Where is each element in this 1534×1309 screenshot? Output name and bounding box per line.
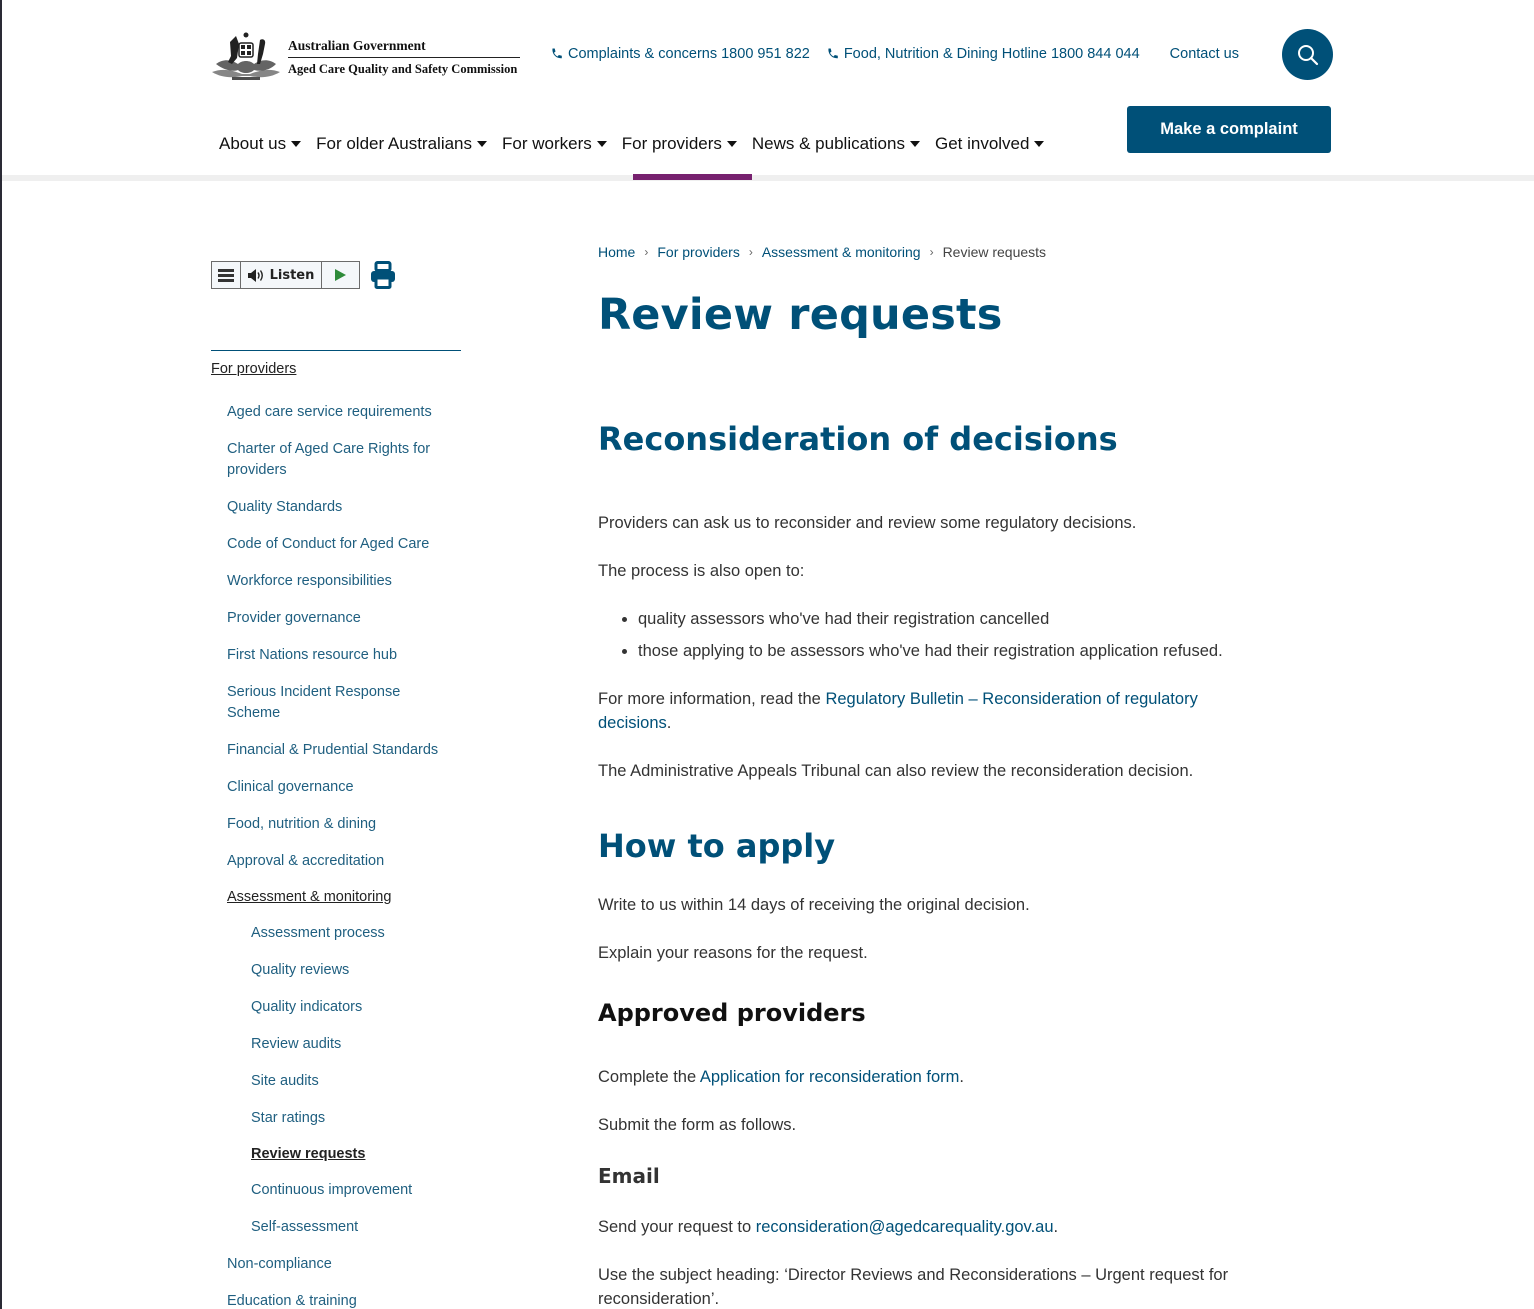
sidebar-item: [211, 1254, 461, 1275]
paragraph-complete-form: [598, 1065, 964, 1089]
phone-icon: [550, 48, 562, 61]
contact-us-link[interactable]: Contact us: [1169, 46, 1239, 62]
heading-approved-providers: Approved providers: [598, 999, 866, 1027]
play-button[interactable]: [322, 262, 359, 288]
sidebar-subitem: [211, 960, 461, 981]
make-complaint-button[interactable]: Make a complaint: [1127, 106, 1331, 153]
listen-label: Listen: [269, 267, 315, 283]
sidebar-subitem: [211, 1108, 461, 1129]
sidebar-subitem: [211, 997, 461, 1018]
sidebar-item: [211, 814, 461, 835]
nav-label: For workers: [502, 134, 592, 153]
paragraph: The Administrative Appeals Tribunal can also review the reconsideration decision.: [598, 762, 1194, 780]
sidebar-item: [211, 608, 461, 629]
main-navigation: [219, 131, 1059, 157]
nav-for-older-australians[interactable]: [316, 131, 487, 157]
sidebar-link-charter-of-rights[interactable]: Charter of Aged Care Rights for providers: [227, 441, 431, 478]
sidebar-link-workforce-responsibilities[interactable]: Workforce responsibilities: [227, 573, 392, 589]
list-item: • quality assessors who've had their registration cancelled: [638, 607, 1278, 631]
sidebar-item: [211, 740, 461, 761]
sidebar-link-assessment-monitoring[interactable]: Assessment & monitoring: [227, 889, 392, 905]
paragraph: Submit the form as follows.: [598, 1116, 797, 1134]
breadcrumb: [598, 244, 1248, 260]
sidebar-link-non-compliance[interactable]: Non-compliance: [227, 1256, 332, 1272]
nav-label: About us: [219, 134, 287, 153]
breadcrumb-assessment-monitoring[interactable]: Assessment & monitoring: [761, 244, 921, 260]
sidebar-link-continuous-improvement[interactable]: Continuous improvement: [251, 1182, 413, 1198]
sidebar-subitem: [211, 1034, 461, 1055]
breadcrumb-current: Review requests: [942, 244, 1047, 260]
listen-button[interactable]: [241, 262, 322, 288]
sidebar-link-star-ratings[interactable]: Star ratings: [251, 1110, 326, 1126]
sidebar-link-clinical-governance[interactable]: Clinical governance: [227, 779, 354, 795]
sidebar-link-quality-reviews[interactable]: Quality reviews: [251, 962, 350, 978]
text: .: [959, 1068, 964, 1086]
hotline-phone-link[interactable]: [826, 46, 1140, 62]
sidebar-link-approval-accreditation[interactable]: Approval & accreditation: [227, 853, 385, 869]
chevron-right-icon: ›: [748, 245, 753, 259]
breadcrumb-home[interactable]: Home: [598, 244, 636, 260]
readspeaker-toolbar: [211, 261, 360, 289]
nav-news-publications[interactable]: [752, 131, 920, 157]
sidebar-item: [211, 851, 461, 872]
sidebar-link-education-training[interactable]: Education & training: [227, 1293, 357, 1309]
text: .: [666, 714, 672, 732]
logo-commission-text: Aged Care Quality and Safety Commission: [288, 61, 518, 76]
speaker-icon: [248, 269, 266, 282]
play-icon: [335, 269, 346, 281]
complaints-phone-label: Complaints & concerns 1800 951 822: [568, 46, 810, 62]
search-icon: [1297, 44, 1319, 66]
nav-about-us[interactable]: [219, 131, 301, 157]
paragraph-more-info: [598, 687, 1238, 735]
sidebar-subitem: [211, 1217, 461, 1238]
nav-label: For older Australians: [316, 134, 473, 153]
paragraph-send-request: [598, 1215, 1058, 1239]
nav-label: Get involved: [934, 134, 1030, 153]
sidebar-item: [211, 777, 461, 798]
nav-label: News & publications: [751, 134, 905, 153]
text: Complete the: [598, 1068, 700, 1086]
paragraph: Write to us within 14 days of receiving the original decision.: [598, 896, 1030, 914]
sidebar-subitem: [211, 923, 461, 944]
caret-down-icon: [477, 141, 487, 147]
search-button[interactable]: [1282, 29, 1333, 80]
paragraph-subject-heading: Use the subject heading: ‘Director Reviews and Reconsiderations – Urgent request for reconsideration’.: [598, 1266, 1229, 1308]
sidebar-item: [211, 497, 461, 518]
section-sidebar-nav: [211, 350, 461, 1309]
sidebar-link-site-audits[interactable]: Site audits: [251, 1073, 319, 1089]
page-title: Review requests: [598, 290, 1003, 340]
nav-for-workers[interactable]: [502, 131, 607, 157]
heading-reconsideration: Reconsideration of decisions: [598, 420, 1118, 458]
coat-of-arms-icon: [210, 30, 282, 84]
sidebar-item: [211, 571, 461, 592]
caret-down-icon: [597, 141, 607, 147]
sidebar-item: [211, 887, 461, 908]
chevron-right-icon: ›: [929, 245, 934, 259]
hotline-phone-label: Food, Nutrition & Dining Hotline 1800 844 044: [843, 46, 1140, 62]
chevron-right-icon: ›: [644, 245, 649, 259]
breadcrumb-for-providers[interactable]: For providers: [657, 244, 740, 260]
reconsideration-email-link[interactable]: reconsideration@agedcarequality.gov.au: [755, 1218, 1054, 1236]
sidebar-subitem: [211, 1180, 461, 1201]
sidebar-subitem: [211, 1071, 461, 1092]
sidebar-item: [211, 682, 421, 724]
sidebar-link-review-audits[interactable]: Review audits: [251, 1036, 342, 1052]
utility-links: [550, 46, 1239, 62]
caret-down-icon: [291, 141, 301, 147]
sidebar-item: [211, 439, 441, 481]
text: Send your request to: [598, 1218, 756, 1236]
sidebar-link-quality-indicators[interactable]: Quality indicators: [251, 999, 363, 1015]
sidebar-link-sirs[interactable]: Serious Incident Response Scheme: [227, 684, 401, 721]
caret-down-icon: [910, 141, 920, 147]
sidebar-list: [211, 402, 461, 1309]
caret-down-icon: [727, 141, 737, 147]
menu-icon: [218, 269, 234, 282]
sidebar-item: [211, 402, 461, 423]
header-divider: [2, 175, 1534, 181]
sidebar-link-food-nutrition-dining[interactable]: Food, nutrition & dining: [227, 816, 377, 832]
text: .: [1053, 1218, 1059, 1236]
text: For more information, read the: [598, 690, 826, 708]
phone-icon: [826, 48, 838, 61]
paragraph: Providers can ask us to reconsider and review some regulatory decisions.: [598, 514, 1137, 532]
nav-label: For providers: [621, 134, 722, 153]
sidebar-root-for-providers[interactable]: For providers: [211, 361, 297, 377]
complaints-phone-link[interactable]: [550, 46, 810, 62]
sidebar-link-self-assessment[interactable]: Self-assessment: [251, 1219, 359, 1235]
print-button[interactable]: [369, 261, 397, 289]
list-item: • those applying to be assessors who've had their registration application refused.: [638, 639, 1278, 663]
caret-down-icon: [1034, 141, 1044, 147]
sidebar-subitem-active: [211, 1144, 461, 1165]
site-header: [2, 0, 1534, 175]
sidebar-link-aged-care-service-requirements[interactable]: Aged care service requirements: [227, 404, 432, 420]
sidebar-link-quality-standards[interactable]: Quality Standards: [227, 499, 343, 515]
sidebar-item: [211, 645, 461, 666]
print-icon: [369, 261, 397, 289]
sidebar-link-first-nations-hub[interactable]: First Nations resource hub: [227, 647, 398, 663]
site-logo[interactable]: [210, 30, 520, 84]
logo-government-text: Australian Government: [288, 38, 520, 58]
regulatory-bulletin-link[interactable]: Regulatory Bulletin – Reconsideration of regulatory decisions: [598, 690, 1198, 732]
paragraph: The process is also open to:: [598, 562, 805, 580]
heading-how-to-apply: How to apply: [598, 827, 836, 865]
eligible-list: [598, 607, 1278, 671]
sidebar-link-assessment-process[interactable]: Assessment process: [251, 925, 385, 941]
sidebar-item: [211, 1291, 461, 1309]
application-form-link[interactable]: Application for reconsideration form: [699, 1068, 960, 1086]
nav-get-involved[interactable]: [935, 131, 1045, 157]
main-content: [598, 244, 1248, 1308]
sidebar-link-provider-governance[interactable]: Provider governance: [227, 610, 361, 626]
paragraph: Explain your reasons for the request.: [598, 944, 868, 962]
nav-active-indicator: [633, 174, 752, 180]
sidebar-link-code-of-conduct[interactable]: Code of Conduct for Aged Care: [227, 536, 430, 552]
sidebar-link-review-requests[interactable]: Review requests: [251, 1146, 366, 1162]
heading-email: Email: [598, 1164, 660, 1188]
listen-menu-button[interactable]: [212, 262, 241, 288]
sidebar-item: [211, 534, 461, 555]
nav-for-providers[interactable]: [622, 131, 737, 157]
sidebar-link-financial-prudential[interactable]: Financial & Prudential Standards: [227, 742, 439, 758]
